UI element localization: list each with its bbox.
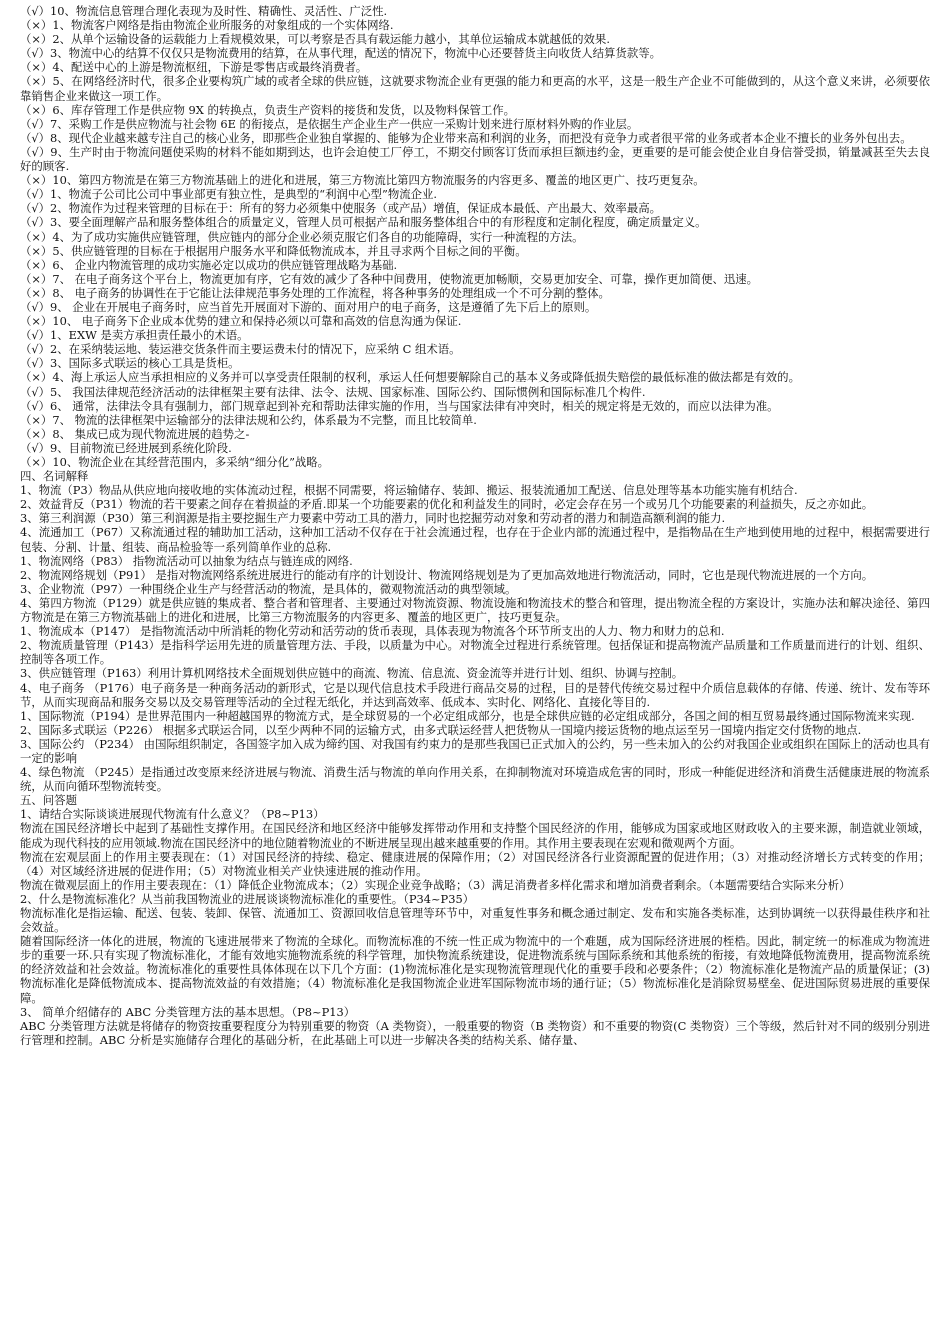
paragraph: 4、电子商务 （P176）电子商务是一种商务活动的新形式，它是以现代信息技术手段进行商品交易的过程，目的是替代传统交易过程中介质信息载体的存储、传递、统计、发布等环节，从而实现商品和服务交易以及交易管理等活动的全过程无纸化，并达到高效率、低成本、实时化、网络化、直接化等目的. (20, 680, 930, 709)
paragraph: （×）8、 集成已成为现代物流进展的趋势之- (20, 426, 250, 441)
paragraph: （×）10、 电子商务下企业成本优势的建立和保持必须以可靠和高效的信息沟通为保证. (20, 314, 462, 329)
paragraph: 3、企业物流（P97）一种围绕企业生产与经营活动的物流，是具体的，微观物流活动的典型领域。 (20, 581, 517, 596)
paragraph: （×）2、从单个运输设备的运载能力上看规模效果，可以考察是否具有载运能力越小，其单位运输成本就越低的效果. (20, 32, 610, 47)
paragraph: ABC 分类管理方法就是将储存的物资按重要程度分为特别重要的物资（A 类物资），一般重要的物资（B 类物资）和不重要的物资(C 类物资）三个等级，然后针对不同的级别分别进行管理和控制。ABC 分析是实施储存合理化的基础分析，在此基础上可以进一步解决各类的结构关系、储存量、 (20, 1018, 930, 1047)
paragraph: （√）3、国际多式联运的核心工具是货柜。 (20, 356, 240, 371)
paragraph: 4、流通加工（P67）又称流通过程的辅助加工活动，这种加工活动不仅存在于社会流通过程，也存在于企业内部的流通过程中，是指物品在生产地到使用地的过程中，根据需要进行包装、分割、计量、组装、商品检验等一系列简单作业的总称. (20, 525, 930, 554)
paragraph: 随着国际经济一体化的进展，物流的飞速进展带来了物流的全球化。而物流标准的不统一性正成为物流中的一个难题，成为国际经济进展的桎梏。因此，制定统一的标准成为物流进步的重要一环.只有实现了物流标准化，才能有效地实施物流系统的科学管理，加快物流系统建设，促进物流系统与国际系统和其他系统的衔接，有效地降低物流费用，提高物流系统的经济效益和社会效益。物流标准化的重要性具体体现在以下几个方面：(1)物流标准化是实现物流管理现代化的重要手段和必要条件；（2）物流标准化是物流产品的质量保证；(3)物流标准化是降低物流成本、提高物流效益的有效措施；（4）物流标准化是我国物流企业进军国际物流市场的通行证；（5）物流标准化是消除贸易壁垒、促进国际贸易进展的重要保障。 (20, 934, 930, 1005)
paragraph: （√）8、现代企业越来越专注自己的核心业务，即那些企业独自掌握的、能够为企业带来高和利润的业务，而把没有竞争力或者很平常的业务或者本企业不擅长的业务外包出去。 (20, 130, 912, 145)
paragraph: （√）5、 我国法律规范经济活动的法律框架主要有法律、法令、法规、国家标准、国际公约、国际惯例和国际标准几个构件. (20, 384, 646, 399)
paragraph: 物流在微观层面上的作用主要表现在：（1）降低企业物流成本；（2）实现企业竞争战略；（3）满足消费者多样化需求和增加消费者剩余。（本题需要结合实际来分析） (20, 877, 851, 892)
paragraph: （×）6、库存管理工作是供应物 9X 的转换点，负责生产资料的接货和发货，以及物料保管工作。 (20, 102, 516, 117)
paragraph: 2、物流网络规划（P91） 是指对物流网络系统进展进行的能动有序的计划设计、物流网络规划是为了更加高效地进行物流活动，同时，它也是现代物流进展的一个方向。 (20, 567, 874, 582)
paragraph: 物流在国民经济增长中起到了基础性支撑作用。在国民经济和地区经济中能够发挥带动作用和支持整个国民经济的作用，能够成为国家或地区财政收入的主要来源，制造就业领域，能成为现代科技的应用领域.物流在国民经济中的地位随着物流业的不断进展呈现出越来越重要的作用。其作用主要表现在宏观和微观两个方面。 (20, 821, 930, 850)
paragraph: （×）4、海上承运人应当承担相应的义务并可以享受责任限制的权利，承运人任何想要解除自己的基本义务或降低损失赔偿的最低标准的做法都是有效的。 (20, 370, 800, 385)
paragraph: （√）6、 通常，法律法令具有强制力，部门规章起到补充和帮助法律实施的作用，当与国家法律有冲突时，相关的规定将是无效的，而应以法律为准。 (20, 398, 779, 413)
paragraph: 物流标准化是指运输、配送、包装、装卸、保管、流通加工、资源回收信息管理等环节中，对重复性事务和概念通过制定、发布和实施各类标准，达到协调统一以获得最佳秩序和社会效益。 (20, 906, 930, 935)
paragraph: 1、请结合实际谈谈进展现代物流有什么意义？（P8~P13） (20, 807, 325, 822)
paragraph: 1、物流成本（P147） 是指物流活动中所消耗的物化劳动和活劳动的货币表现，具体表现为物流各个环节所支出的人力、物力和财力的总和. (20, 624, 725, 639)
paragraph: 物流在宏观层面上的作用主要表现在：（1）对国民经济的持续、稳定、健康进展的保障作用；（2）对国民经济各行业资源配置的促进作用；（3）对推动经济增长方式转变的作用；（4）对区域经济进展的促进作用；（5）对物流业相关产业快速进展的推动作用。 (20, 849, 930, 878)
paragraph: （√）1、物流子公司比公司中事业部更有独立性，是典型的“利润中心型”物流企业. (20, 187, 438, 202)
paragraph: 3、供应链管理（P163）利用计算机网络技术全面规划供应链中的商流、物流、信息流、资金流等并进行计划、组织、协调与控制。 (20, 666, 684, 681)
paragraph: 1、物流网络（P83） 指物流活动可以抽象为结点与链连成的网络. (20, 553, 353, 568)
paragraph: 2、效益背反（P31）物流的若干要素之间存在着损益的矛盾.即某一个功能要素的优化和利益发生的同时，必定会存在另一个或另几个功能要素的利益损失，反之亦如此。 (20, 497, 874, 512)
paragraph: （×）7、 在电子商务这个平台上，物流更加有序，它有效的减少了各种中间费用，使物流更加畅顺，交易更加安全、可靠，操作更加简便、迅速。 (20, 271, 759, 286)
paragraph: （√）7、采购工作是供应物流与社会物 6E 的衔接点，是依据生产企业生产一供应一采购计划来进行原材料外购的作业层。 (20, 116, 639, 131)
paragraph: （×）5、在网络经济时代，很多企业要构筑广域的或者全球的供应链，这就要求物流企业有更强的能力和更高的水平，这是一般生产企业不可能做到的，从这个意义来讲，必须要依靠销售企业来做这一项工作。 (20, 74, 930, 103)
paragraph: （×）8、 电子商务的协调性在于它能让法律规范事务处理的工作流程，将各种事务的处理组成一个不可分割的整体。 (20, 285, 610, 300)
paragraph: （×）10、第四方物流是在第三方物流基础上的进化和进展，第三方物流比第四方物流服务的内容更多、覆盖的地区更广、技巧更复杂。 (20, 173, 705, 188)
paragraph: 3、 简单介绍储存的 ABC 分类管理方法的基本思想。（P8~P13） (20, 1004, 356, 1019)
paragraph: （×）7、 物流的法律框架中运输部分的法律法规和公约，体系最为不完整，而且比较简单. (20, 412, 477, 427)
paragraph: 2、国际多式联运（P226） 根据多式联运合同，以至少两种不同的运输方式，由多式联运经营人把货物从一国境内接运货物的地点运至另一国境内指定交付货物的地点. (20, 722, 862, 737)
paragraph: 2、什么是物流标准化？从当前我国物流业的进展谈谈物流标准化的重要性。（P34~P35） (20, 891, 475, 906)
paragraph: （×）4、为了成功实施供应链管理，供应链内的部分企业必须克服它们各自的功能障碍，实行一种流程的方法。 (20, 229, 584, 244)
paragraph: （×）1、物流客户网络是指由物流企业所服务的对象组成的一个实体网络. (20, 18, 394, 33)
paragraph: 3、国际公约 （P234） 由国际组织制定，各国签字加入成为缔约国、对我国有约束力的是那些我国已正式加入的公约，另一些未加入的公约对我国企业或组织在国际上的活动也具有一定的影响 (20, 736, 930, 765)
paragraph: （√）9、生产时由于物流问题使采购的材料不能如期到达，也许会迫使工厂停工，不期交付顾客订货而承担巨额违约金，更重要的是可能会使企业自身信誉受损，销量减甚至失去良好的顾客. (20, 144, 930, 174)
paragraph: （√）2、在采纳装运地、装运港交货条件而主要运费未付的情况下，应采纳 C 组术语。 (20, 342, 461, 357)
paragraph: 1、国际物流（P194）是世界范围内一种超越国界的物流方式，是全球贸易的一个必定组成部分，也是全球供应链的必定组成部分，各国之间的相互贸易最终通过国际物流来实现. (20, 708, 915, 723)
paragraph: （×）6、 企业内物流管理的成功实施必定以成功的供应链管理战略为基础. (20, 257, 398, 272)
paragraph: 3、第三利润源（P30）第三利润源是指主要挖掘生产力要素中劳动工具的潜力，同时也挖掘劳动对象和劳动者的潜力和制造高额利润的能力. (20, 511, 726, 526)
paragraph: 1、物流（P3）物品从供应地向接收地的实体流动过程，根据不同需要，将运输储存、装卸、搬运、报装流通加工配送、信息处理等基本功能实施有机结合. (20, 483, 798, 498)
paragraph: （√）1、EXW 是卖方承担责任最小的术语。 (20, 328, 249, 343)
paragraph: 五、问答题 (20, 793, 77, 808)
paragraph: （√）10、物流信息管理合理化表现为及时性、精确性、灵活性、广泛性. (20, 4, 388, 18)
document-body (20, 4, 930, 1047)
paragraph: 四、名词解释 (20, 469, 89, 484)
paragraph: （√）9、目前物流已经进展到系统化阶段. (20, 440, 232, 455)
paragraph: （√）2、物流作为过程来管理的目标在于：所有的努力必须集中使服务（或产品）增值，保证成本最低、产出最大、效率最高。 (20, 201, 661, 216)
paragraph: （×）5、供应链管理的目标在于根据用户服务水平和降低物流成本，并且寻求两个目标之间的平衡。 (20, 243, 527, 258)
paragraph: 2、物流质量管理（P143）是指科学运用先进的质量管理方法、手段，以质量为中心。对物流全过程进行系统管理。包括保证和提高物流产品质量和工作质量而进行的计划、组织、控制等各项工作。 (20, 638, 930, 667)
paragraph: （×）10、物流企业在其经营范围内，多采纳“细分化”战略。 (20, 455, 330, 469)
paragraph: 4、绿色物流 （P245）是指通过改变原来经济进展与物流、消费生活与物流的单向作用关系，在抑制物流对环境造成危害的同时，形成一种能促进经济和消费生活健康进展的物流系统，从而向循环型物流转变。 (20, 765, 930, 794)
paragraph: 4、第四方物流（P129）就是供应链的集成者、整合者和管理者、主要通过对物流资源、物流设施和物流技术的整合和管理，提出物流全程的方案设计，实施办法和解决途径、第四方物流是在第三方物流基础上的进化和进展，比第三方物流服务的内容更多、覆盖的地区更广，技巧更复杂。 (20, 595, 930, 625)
paragraph: （√）3、要全面理解产品和服务整体组合的质量定义，管理人员可根据产品和服务整体组合中的有形程度和定制化程度，确定质量定义。 (20, 215, 707, 230)
paragraph: （√）3、物流中心的结算不仅仅只是物流费用的结算，在从事代理，配送的情况下，物流中心还要替货主向收货人结算货款等。 (20, 46, 661, 61)
paragraph: （×）4、配送中心的上游是物流枢纽，下游是零售店或最终消费者。 (20, 60, 368, 75)
paragraph: （√）9、 企业在开展电子商务时，应当首先开展面对下游的、面对用户的电子商务，这是遵循了先下后上的原则。 (20, 299, 597, 314)
